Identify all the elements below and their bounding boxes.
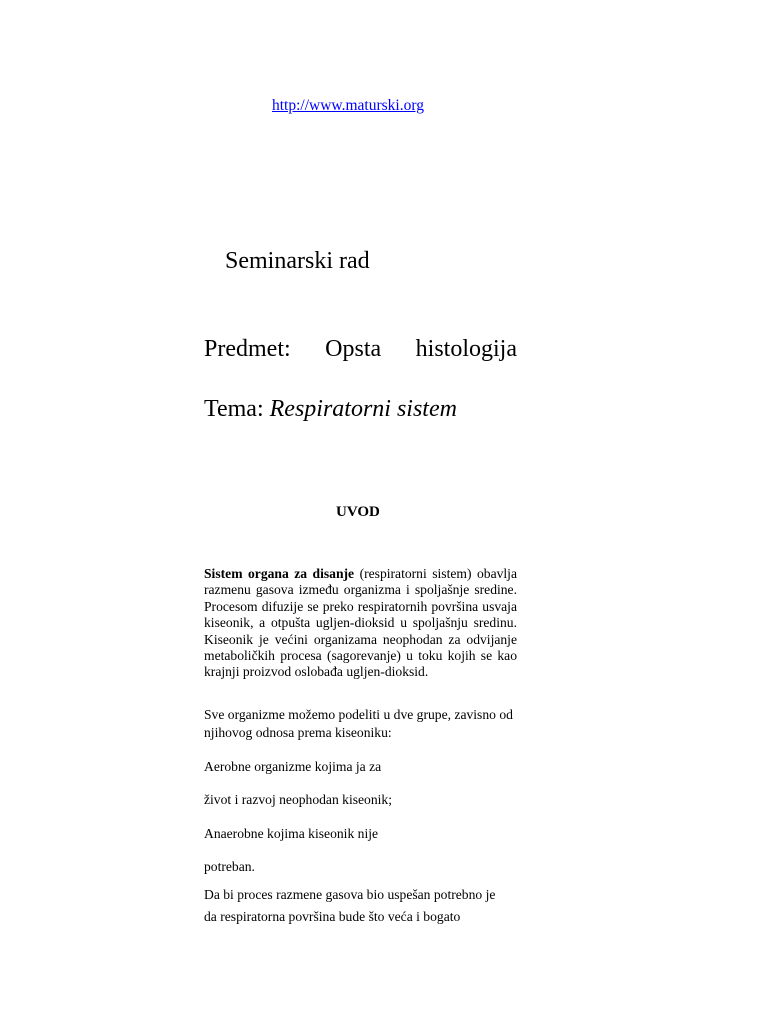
- anaerobic-line-2: potreban.: [204, 859, 255, 874]
- aerobic-line-2: život i razvoj neophodan kiseonik;: [204, 792, 393, 807]
- intro-lead: Sistem organa za disanje: [204, 566, 355, 581]
- section-heading: UVOD: [336, 504, 380, 520]
- anaerobic-line-1: Anaerobne kojima kiseonik nije: [204, 826, 379, 841]
- topic-value: Respiratorni sistem: [269, 396, 457, 422]
- topic-label: Tema:: [204, 396, 264, 422]
- final-line-2: da respiratorna površina bude što veća i bogato: [204, 909, 461, 924]
- aerobic-line-1: Aerobne organizme kojima ja za: [204, 759, 382, 774]
- subject-label: Predmet:: [204, 336, 291, 362]
- topic-line: [204, 396, 457, 423]
- subject-word-1: Opsta: [325, 336, 382, 362]
- final-line-1: Da bi proces razmene gasova bio uspešan potrebno je: [204, 887, 496, 902]
- site-link[interactable]: http://www.maturski.org: [272, 97, 424, 114]
- intro-rest: (respiratorni sistem) obavlja razmenu gasova između organizma i spoljašnje sredine. Procesom difuzije se preko respiratornih površina usvaja kiseonik, a otpušta ugljen-dioksid u spoljašnju sredinu. Kiseonik je većini organizama neophodan za odvijanje metaboličkih procesa (sagorevanje) u toku kojih se kao krajnji proizvod oslobađa ugljen-dioksid.: [204, 566, 517, 680]
- intro-paragraph: [204, 566, 517, 681]
- document-type-title: Seminarski rad: [225, 248, 370, 274]
- subject-line: [204, 336, 517, 363]
- groups-paragraph: Sve organizme možemo podeliti u dve grupe, zavisno od njihovog odnosa prema kiseoniku:: [204, 707, 513, 740]
- subject-word-2: histologija: [415, 336, 517, 362]
